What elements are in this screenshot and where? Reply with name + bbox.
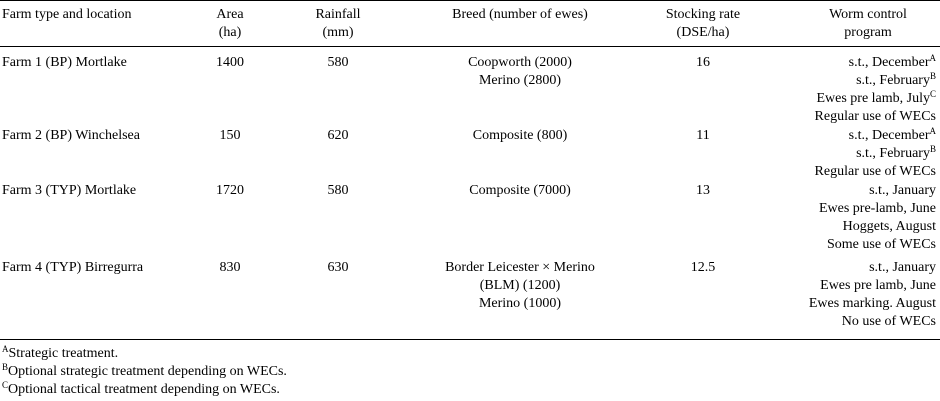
table-row-4-stocking: 12.5 <box>690 260 716 275</box>
table-row-1-program-1: s.t., December$^A$ <box>848 53 936 70</box>
table-row-2-rainfall: 620 <box>327 128 349 143</box>
table-row-1-rainfall: 580 <box>327 55 349 70</box>
table-row-1-program-2: s.t., February$^B$ <box>856 71 936 88</box>
table-row-1-program-3: Ewes pre lamb, July$^C$ <box>816 89 936 106</box>
table-row-4-program-4: No use of WECs <box>841 314 936 329</box>
table-row-4-farm: Farm 4 (TYP) Birregurra <box>2 260 144 275</box>
table-row-4-program-3: Ewes marking. August <box>808 296 936 311</box>
table-row-2-program-2: s.t., February$^B$ <box>856 144 936 161</box>
header-rainfall-line1: Rainfall <box>315 7 361 22</box>
table-row-2-program-1: s.t., December$^A$ <box>848 126 936 143</box>
header-farm: Farm type and location <box>2 7 132 22</box>
table-row-1-breed-2: Merino (2800) <box>478 73 562 88</box>
table-row-1-program-4: Regular use of WECs <box>814 109 936 124</box>
table-row-4-breed-2: (BLM) (1200) <box>479 278 561 293</box>
table-row-4-program-1: s.t., January <box>869 260 936 275</box>
table-row-1-stocking: 16 <box>696 55 710 70</box>
header-area-line2: (ha) <box>218 25 242 40</box>
header-breed: Breed (number of ewes) <box>452 7 588 22</box>
header-worm-line2: program <box>844 25 892 40</box>
table-row-1-farm: Farm 1 (BP) Mortlake <box>2 55 127 70</box>
table-row-3-program-2: Ewes pre-lamb, June <box>818 201 936 216</box>
table-row-2-stocking: 11 <box>696 128 710 143</box>
table-row-3-stocking: 13 <box>696 183 710 198</box>
header-rule <box>0 46 940 47</box>
table-row-4-area: 830 <box>219 260 241 275</box>
table-row-3-program-1: s.t., January <box>869 183 936 198</box>
table-row-2-breed-1: Composite (800) <box>472 128 568 143</box>
header-area-line1: Area <box>216 7 244 22</box>
top-rule <box>0 0 940 1</box>
bottom-rule <box>0 339 940 340</box>
footnote-c: $^C$Optional tactical treatment depending on WECs. <box>2 380 280 397</box>
table-row-2-area: 150 <box>219 128 241 143</box>
table-row-4-breed-3: Merino (1000) <box>478 296 562 311</box>
table-row-3-program-3: Hoggets, August <box>842 219 936 234</box>
table-row-1-breed-1: Coopworth (2000) <box>468 55 572 70</box>
table-row-3-farm: Farm 3 (TYP) Mortlake <box>2 183 137 198</box>
table-row-2-program-3: Regular use of WECs <box>814 164 936 179</box>
table-row-3-area: 1720 <box>216 183 244 198</box>
table-row-1-area: 1400 <box>216 55 244 70</box>
table-row-4-program-2: Ewes pre lamb, June <box>820 278 936 293</box>
header-worm-line1: Worm control <box>829 7 907 22</box>
header-rainfall-line2: (mm) <box>322 25 354 40</box>
header-stocking-line2: (DSE/ha) <box>676 25 730 40</box>
table-row-3-breed-1: Composite (7000) <box>469 183 571 198</box>
table-row-4-breed-1: Border Leicester × Merino <box>445 260 595 275</box>
header-stocking-line1: Stocking rate <box>665 7 741 22</box>
table-row-3-program-4: Some use of WECs <box>826 237 936 252</box>
table-row-2-farm: Farm 2 (BP) Winchelsea <box>2 128 140 143</box>
footnote-a: $^A$Strategic treatment. <box>2 344 119 361</box>
footnote-b: $^B$Optional strategic treatment depending on WECs. <box>2 362 287 379</box>
table-row-4-rainfall: 630 <box>327 260 349 275</box>
table-row-3-rainfall: 580 <box>327 183 349 198</box>
